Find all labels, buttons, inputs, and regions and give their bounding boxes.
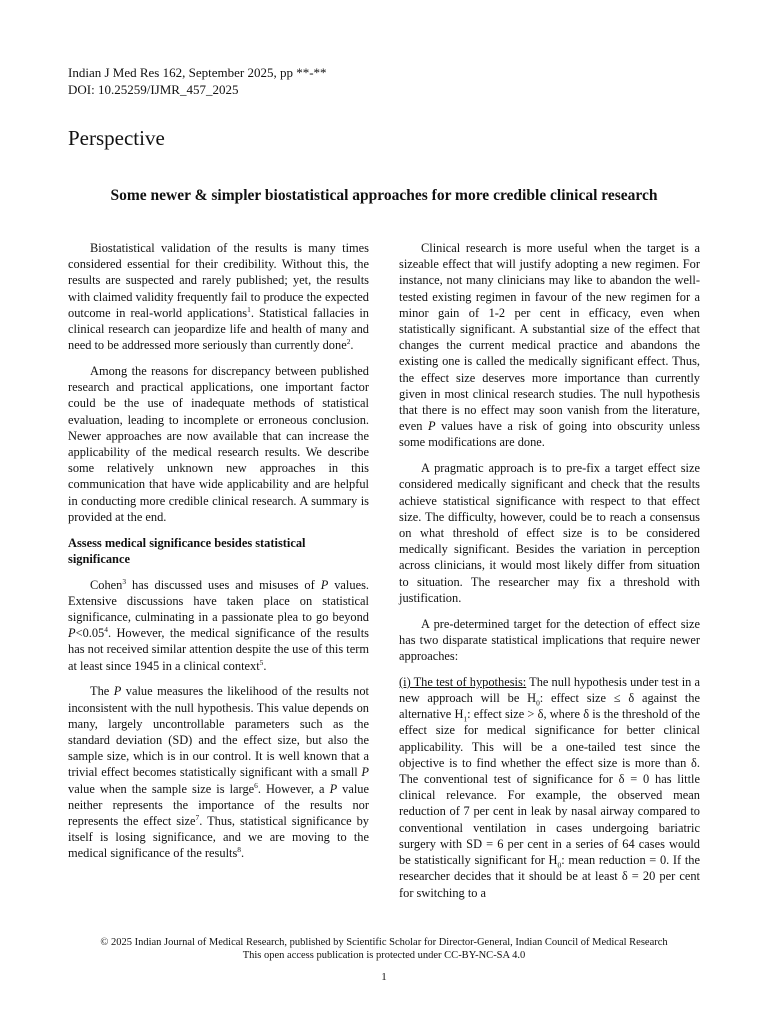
left-column <box>68 240 369 871</box>
right-column <box>399 240 700 910</box>
citation-ref: 7 <box>195 812 200 822</box>
citation-ref: 2 <box>346 337 351 347</box>
copyright-footer <box>40 936 728 962</box>
citation-ref: 4 <box>104 625 108 635</box>
paragraph: The P value measures the likelihood of the results not inconsistent with the null hypothesis. This value depends on many, largely uncontrollable parameters such as the standard deviation (SD) and the effect size, but also the sample size, which is in our control. It is well known that a trivial effect becomes statistically significant with a small P value when the sample size is large$^6$. However, a P value neither represents the importance of the results nor represents the effect size$^7$. Thus, statistical significance by itself is losing significance, and we are moving to the medical significance of the results$^8$. <box>68 684 370 861</box>
paragraph: A pre-determined target for the detection of effect size has two disparate statistical implications that require newer approaches: <box>399 616 700 664</box>
article-title: Some newer & simpler biostatistical approaches for more credible clinical research <box>110 187 658 204</box>
copyright-line: © 2025 Indian Journal of Medical Research, published by Scientific Scholar for Director-General, Indian Council of Medical Research <box>100 937 668 948</box>
journal-citation: Indian J Med Res 162, September 2025, pp **-** <box>68 65 327 80</box>
citation-ref: 6 <box>254 780 258 790</box>
hypothesis-test-label: (i) The test of hypothesis: <box>399 674 527 689</box>
citation-ref: 1 <box>247 304 251 314</box>
paragraph: (i) The test of hypothesis: The null hypothesis under test in a new approach will be $H_0$: effect size ≤ δ against the alternative $H_1$: effect size > δ, where δ is the threshold of the effect size for medical significance for better clinical applicability. This will be a one-tailed test since the objective is to find whether the effect size is more than δ. The conventional test of significance for δ = 0 has little clinical relevance. For example, the observed mean reduction of 7 per cent in leak by nasal airway compared to conventional ventilation in cases undergoing bariatric surgery with SD = 6 per cent in a series of 64 cases would be statistically significant for $H_0$: mean reduction = 0. If the researcher decides that it should be at least δ = 20 per cent for switching to a <box>399 674 701 900</box>
doi: DOI: 10.25259/IJMR_457_2025 <box>68 82 239 97</box>
paragraph: Clinical research is more useful when the target is a sizeable effect that will justify adopting a new regimen. For instance, not many clinicians may like to abandon the well-tested existing regimen in favour of the new regimen for a minor gain of 1-2 per cent in efficacy, even when statistically significant. A substantial size of the effect that changes the current medical practice and abandons the existing one is called the medically significant effect. Thus, the effect size deserves more importance than currently given in most clinical research studies. The null hypothesis that there is no effect may soon vanish from the literature, even P values have a risk of going into obscurity unless some modifications are done. <box>399 241 700 450</box>
citation-ref: 5 <box>259 657 264 667</box>
paragraph: Cohen$^3$ has discussed uses and misuses of P values. Extensive discussions have taken place on statistical significance, culminating in a passionate plea to go beyond $P<0.05^4$. However, the medical significance of the results has not received similar attention despite the use of this term at least since 1945 in a clinical context$^5$. <box>68 576 369 673</box>
paragraph: A pragmatic approach is to pre-fix a target effect size considered medically significant and check that the results achieve statistical significance with respect to that effect size. The difficulty, however, could be to reach a consensus on what threshold of effect size is to be considered medically significant. Besides the variation in perception across clinicians, it would most likely differ from situation to situation. The researcher may fix a threshold with justification. <box>399 461 700 605</box>
citation-ref: 3 <box>122 576 127 586</box>
license-line: This open access publication is protected under CC-BY-NC-SA 4.0 <box>242 950 526 961</box>
subsection-heading: Assess medical significance besides statistical significance <box>68 535 306 566</box>
page-number: 1 <box>381 971 387 983</box>
paragraph: Biostatistical validation of the results is many times considered essential for their credibility. Without this, the results are suspected and rarely published; yet, the results with claimed validity frequently fail to produce the expected outcome in real-world applications$^1$. Statistical fallacies in clinical research can jeopardize life and health of many and need to be addressed more seriously than currently done$^2$. <box>68 241 369 353</box>
paragraph: Among the reasons for discrepancy between published research and practical applications, one important factor could be the use of inadequate methods of statistical evaluation, leading to incomplete or erroneous conclusion. Newer approaches are now available that can increase the applicability of the medical research results. We describe some relatively unknown new approaches in this communication that have wide applicability and are helpful in conducting more credible clinical research. A summary is provided at the end. <box>68 364 369 524</box>
section-heading: Perspective <box>68 126 165 150</box>
citation-ref: 8 <box>237 845 241 855</box>
